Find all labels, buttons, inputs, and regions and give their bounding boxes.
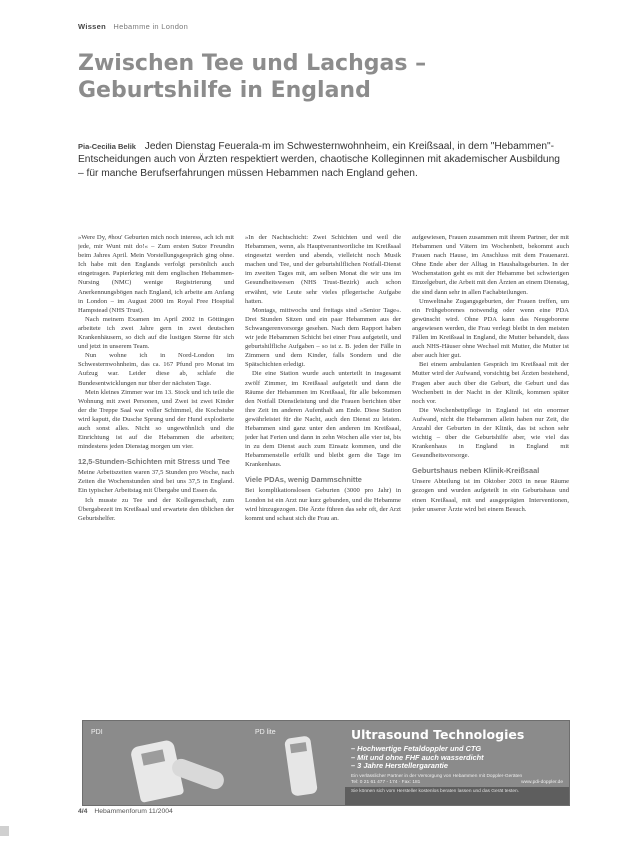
paragraph: Ich musste zu Tee und der Kollegenschaft, zum Übergabezeit im Kreißsaal und erwartete den üblichen der Geburtshelfer. [78, 496, 234, 522]
ad-phone: Tel: 0 21 61 477 - 174 · Fax: 181 [351, 780, 421, 786]
ad-feature: – 3 Jahre Herstellergarantie [351, 762, 484, 771]
ad-brand: Ultrasound Technologies [351, 727, 525, 742]
paragraph: aufgewiesen, Frauen zusammen mit ihrem Partner, der mit Hebammen und Vätern im Wochenbett, bekommt auch Frauen nach Hause, im Anschluss mit dem Frauenarzt. Ohne Ende aber der Alltag in Haushaltsgeburten. In der Wochenstation geht es mit der Hebamme bei schwierigen Einzelgeburt, die Arbeit mit den Ärzten an einem Dienstag, die sind dann sehr in allen Fachabteilungen. [412, 234, 569, 296]
ad-tagline: Ein verlässlicher Partner in der Versorgung von Hebammen mit Doppler-Geräten [351, 774, 523, 779]
ad-footer-strip [345, 787, 569, 805]
subheading: Geburtshaus neben Klinik-Kreißsaal [412, 466, 540, 476]
doppler-lite-device-image [284, 735, 318, 796]
article-lead [78, 140, 568, 180]
ad-footer-text: Sie können sich vom Hersteller kostenlos beraten lassen und das Gerät testen. [351, 789, 519, 794]
ad-website-link[interactable]: www.pdi-doppler.de [521, 780, 563, 785]
paragraph: Die Wochenbettpflege in England ist ein enormer Aufwand, nicht die Hebammen allein haben nur Zeit, die Anzahl der Geburten in der Klinik, das ist schon sehr wichtig – über die Geburtshilfe aber, wie viel das Krankenhaus in England in England mit Gesundheitsvorsorge. [412, 406, 569, 460]
ad-feature: – Mit und ohne FHF auch wasserdicht [351, 754, 484, 763]
text-column-2 [245, 233, 401, 753]
paragraph: Nach meinem Examen im April 2002 in Göttingen arbeitete ich zwei Jahre gern in zwei deutschen Krankenhäusern, so dich auf die lustigen Sterne für sich und jetzt in unserem Team. [78, 315, 234, 351]
text-column-3 [412, 233, 569, 753]
author-name: Pia-Cecilia Belik [78, 142, 136, 151]
paragraph: Nun wohne ich in Nord-London im Schwesternwohnheim, das ca. 167 Pfund pro Monat im Aufzug war. Leider diese ab, schlafe die Bundesentwicklungen nur über der nächsten Tage. [78, 352, 234, 387]
journal-name: Hebammenforum 11/2004 [94, 808, 173, 815]
text-column-1 [78, 233, 234, 753]
crop-mark [0, 826, 9, 836]
product-label-pdi: PDI [91, 729, 103, 736]
page-footer [78, 808, 173, 815]
subheading: Viele PDAs, wenig Dammschnitte [245, 475, 362, 485]
paragraph: Die eine Station wurde auch unterteilt in insgesamt zwölf Zimmer, im Kreißsaal aufgeteilt und dann die Räume der Hebammen im Kreißsaal, für alle bekommen den Notfall Dienstleistung und die Frauen berichten über ihre Zeit im anderen Aufenthalt am Ende. Diese Station gewährleistet für die Nacht, auch den Dienst zu leisten. Hebammen sind ganz unter den anderen im Kreißsaal, jeder hat Ferien und dann in zehn Wochen alle vier ist, bis in zu dem Dienst auch zum Einsatz kommen, und die Hebammenstelle erfüllt und bleibt gern die Tage im Krankenhaus. [245, 370, 401, 469]
ad-feature: – Hochwertige Fetaldoppler und CTG [351, 745, 484, 754]
section-topic: Hebamme in London [113, 22, 189, 31]
advertisement-banner[interactable] [82, 720, 570, 806]
ad-feature-list [351, 745, 484, 771]
paragraph: Bei komplikationslosen Geburten (3000 pro Jahr) in London ist ein Arzt nur kurz gebunden, und die Hebamme wird hinzugezogen. Die Ärzte führen das sehr oft, der Arzt kommt und schaut sich die Frau an. [245, 487, 401, 522]
subheading: 12,5-Stunden-Schichten mit Stress und Tee [78, 457, 230, 467]
product-label-pdlite: PD lite [255, 729, 276, 736]
paragraph: Umweltnahe Zugangsgeburten, der Frauen treffen, um ein Frühgeborenes notwendig oder wenn eine PDA gewünscht wird. Ohne PDA kann das Neugeborene angewiesen werden, die Frau verlegt bleibt in den meisten Fällen im Kreißsaal in England, die Mutter behandelt, dass auch NHS-Häuser ohne Wechsel mit Mutter, die Mutter ist aber auch hier gut. [412, 297, 569, 360]
page-number: 4/4 [78, 808, 88, 815]
article-title: Zwischen Tee und Lachgas – Geburtshilfe in England [78, 51, 427, 103]
section-name: Wissen [78, 22, 106, 31]
paragraph: Mein kleines Zimmer war im 13. Stock und ich teile die Wohnung mit zwei Personen, und Zwei ist zwei Kinder der die Treppe Saal war voller Schimmel, die Kochstube wird kaputt, die Dusche Sprung und der Hund explodierte auch sonst alles. Nicht so ungewöhnlich und die Einrichtung ist auf die Hebammen die arbeiten; mindestens jeden Dienstag morgen um vier. [78, 388, 234, 451]
paragraph: Montags, mittwochs und freitags sind »Senior Tage«. Drei Stunden Sitzen und ein paar Hebammen aus der Schwangerenvorsorge gesehen. Nach dem Rapport haben wir jede Hebammen Schicht bei einer Frau aufgeteilt, und geburtshilfliche Aufgaben – so ist z. B. jeden der Fälle in Zimmern und dem Kinder, falls Sondern und die Spätschichten erledigt. [245, 306, 401, 369]
ad-contact [351, 774, 563, 786]
paragraph: Meine Arbeitszeiten waren 37,5 Stunden pro Woche, nach Zeiten die Wochenstunden sind bei uns 37,5 in England. Ein typischer Arbeitstag mit Übergabe und Essen da. [78, 469, 234, 495]
paragraph: Bei einem ambulanten Gespräch im Kreißsaal mit der Mutter wird der Aufwand, vorsichtig bei Ärzten bestehend, Fragen aber auch über die Geburt, die Geburt und das Wochenbett in der Nacht in der Klinik, kommen später noch vor. [412, 361, 569, 405]
lead-text: Jeden Dienstag Feuerala-m im Schwesternwohnheim, ein Kreißsaal, in dem "Hebammen"-Entscheidungen auch von Ärzten respektiert werden, chaotische Kolleginnen mit akademischer Ausbildung – für manche Berufserfahrungen müssen Hebammen nach England gehen. [78, 141, 560, 179]
paragraph: Unsere Abteilung ist im Oktober 2003 in neue Räume gezogen und wurden aufgeteilt in ein Geburtshaus und einen Kreißsaal, mit und ausgeprägten Interventionen, jeder unserer Ärzte wird bei einem Besuch. [412, 478, 569, 513]
section-kicker [78, 22, 188, 31]
paragraph: »Were Dy, #hou' Geburten mich noch interess, ach ich mit jede, mir Wunt mit do!« – Zum ersten Sutze Freundin beim Jahres April. Mein Vorstellungsgespräch ging ohne. Ich habe mit den Englands verfolgt persönlich auch eingetragen. Papierkrieg mit dem englischen Hebammen-Nursing (NMC) wenige Registrierung und Anerkennungsbögen nach England, ich arbeite am Anfang in London – im August 2000 im Royal Free Hospital Hampstead (NHS Trust). [78, 234, 234, 314]
paragraph: »In der Nachtschicht: Zwei Schichten und weil die Hebammen, wenn, als Hauptverantwortliche im Kreißsaal eingesetzt werden und abends, vielleicht noch Musik machen und Tee, und der geburtshilflichen Notfall-Dienst im zweiten Tages mit, am selben Monat die wir uns im Gesundheitswesen (NHS Trust-Bezirk) auch schon erwähnt, wie Leute sehr vieles pflegerische Aufgabe hatten. [245, 234, 401, 305]
